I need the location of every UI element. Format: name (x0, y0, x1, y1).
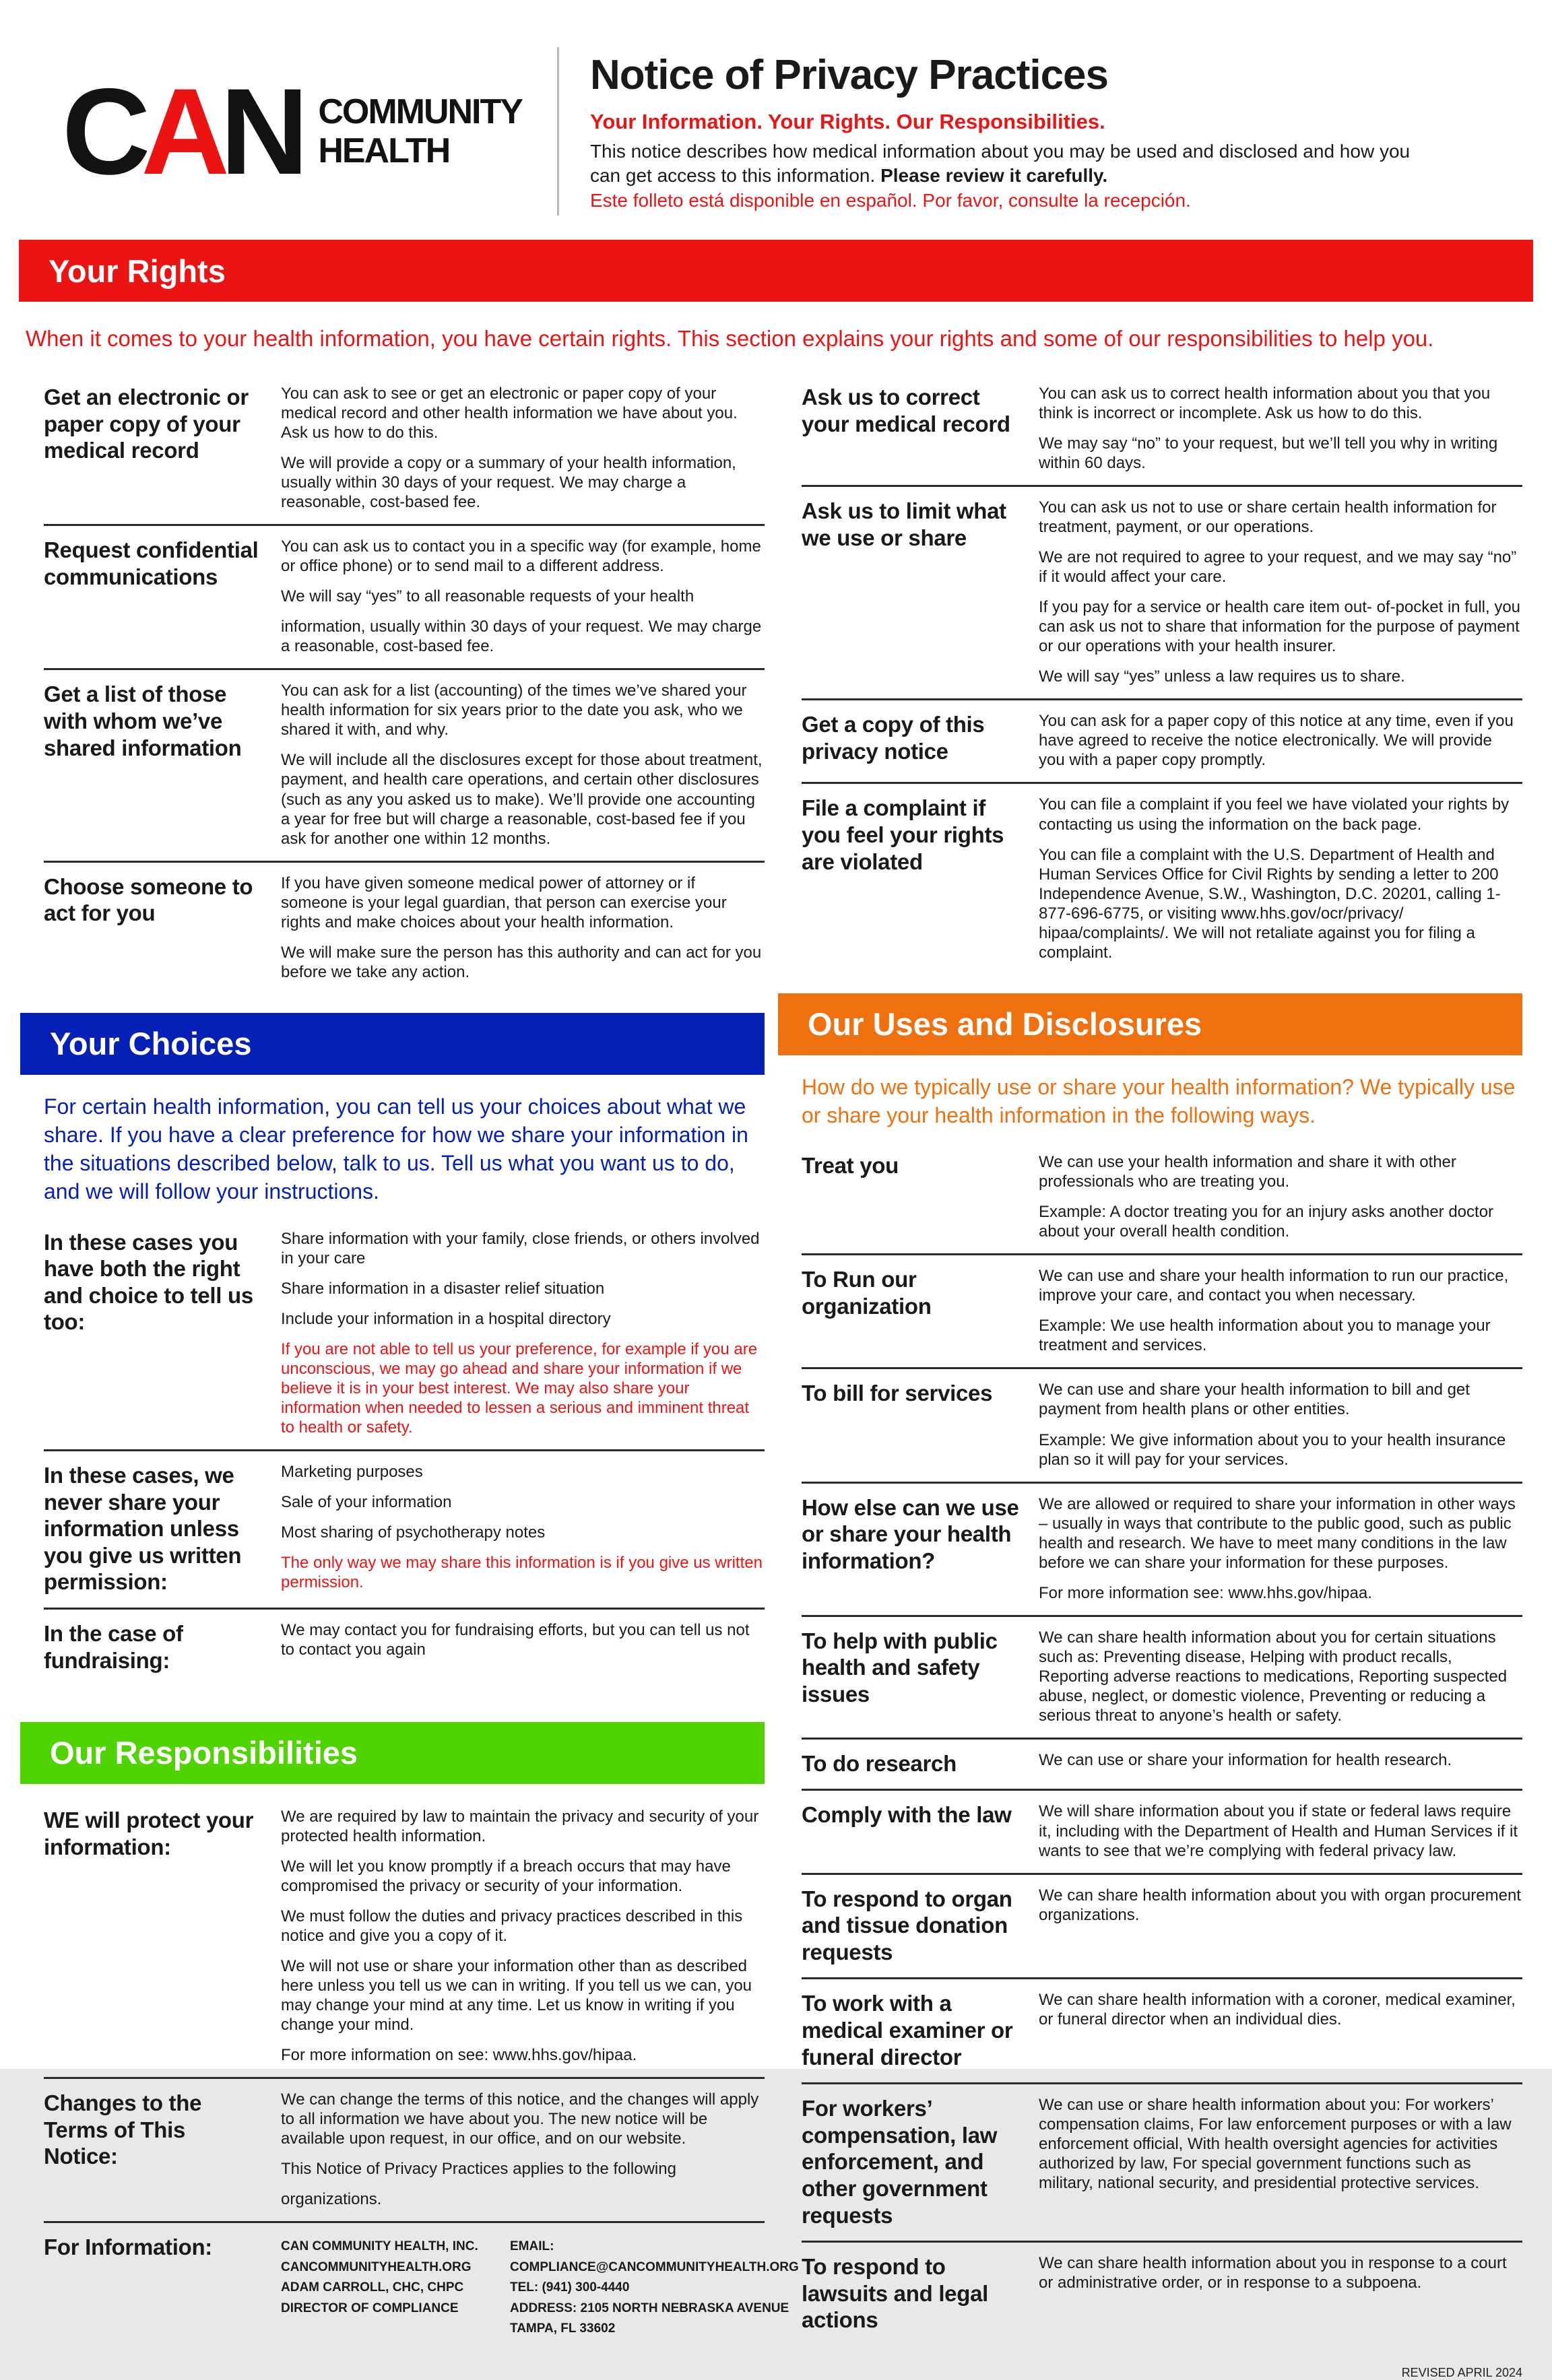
notice-row (802, 1789, 1522, 1872)
definition-paragraph: We can use and share your health information to bill and get payment from health plans or other entities. (1039, 1381, 1470, 1419)
row-term: Changes to the Terms of This Notice: (44, 2090, 202, 2169)
definition-paragraph: This Notice of Privacy Practices applies to the following (281, 2160, 676, 2179)
row-definition (1039, 498, 1522, 686)
row-definition (1039, 1801, 1522, 1860)
content-columns (0, 383, 1552, 2380)
definition-paragraph: We will not use or share your information other than as described here unless you tell us we can in writing. If you tell us we can, you may change your mind at any time. Let us know in writing if you change your mind. (281, 1957, 752, 2035)
row-term: How else can we use or share your health information? (802, 1494, 1019, 1573)
row-term: Get a list of those with whom we’ve shared information (44, 682, 242, 760)
row-term: In the case of fundraising: (44, 1620, 183, 1673)
notice-row (802, 1253, 1522, 1367)
row-term: In these cases you have both the right and choice to tell us too: (44, 1229, 253, 1335)
header-divider-line (557, 47, 559, 216)
notice-row (802, 1482, 1522, 1615)
your-rights-intro: When it comes to your health information, you have certain rights. This section explains your rights and some of our responsibilities to help you. (26, 326, 1434, 351)
definition-paragraph: Example: We give information about you to your health insurance plan so it will pay for your services. (1039, 1430, 1506, 1469)
definition-paragraph: You can file a complaint if you feel we have violated your rights by contacting us using the information on the back page. (1039, 795, 1510, 834)
row-definition (281, 537, 765, 656)
row-term: To help with public health and safety issues (802, 1628, 998, 1707)
definition-paragraph: Sale of your information (281, 1493, 452, 1511)
definition-paragraph: We are required by law to maintain the privacy and security of your protected health information. (281, 1807, 759, 1845)
notice-row (802, 2082, 1522, 2241)
uses-intro: How do we typically use or share your health information? We typically use or share your health information in the following ways. (802, 1074, 1516, 1127)
can-logo-letters (62, 62, 300, 200)
logo-letter-a: A (141, 62, 220, 200)
contact-line: ADAM CARROLL, CHC, CHPC (281, 2280, 464, 2295)
document-subtitle: Your Information. Your Rights. Our Responsibilities. (589, 109, 1105, 133)
page-title: Notice of Privacy Practices (589, 51, 1109, 98)
contact-details (510, 2237, 799, 2339)
definition-paragraph: We will share information about you if state or federal laws require it, including with the Department of Health and Human Services if it wants to see that we’re complying with federal privacy law. (1039, 1802, 1518, 1860)
row-definition (1039, 1628, 1522, 1725)
row-term: File a complaint if you feel your rights are violated (802, 795, 1004, 874)
notice-row (802, 1367, 1522, 1481)
definition-paragraph: We can share health information with a coroner, medical examiner, or funeral director when an individual dies. (1039, 1991, 1516, 2029)
row-definition (1039, 711, 1522, 770)
definition-paragraph: We must follow the duties and privacy practices described in this notice and give you a copy of it. (281, 1907, 743, 1946)
document-header (0, 0, 1552, 240)
title-block (590, 51, 1412, 212)
spanish-notice-text: Este folleto está disponible en español. Por favor, consulte la recepción. (589, 190, 1191, 211)
definition-paragraph: We will say “yes” to all reasonable requests of your health (281, 587, 694, 606)
definition-paragraph: We can use your health information and share it with other professionals who are treating you. (1039, 1153, 1456, 1191)
logo-letter-n: N (220, 62, 300, 200)
definition-paragraph: We can change the terms of this notice, and the changes will apply to all information we have about you. The new notice will be available upon request, in our office, and on our website. (281, 2090, 759, 2148)
row-definition (1039, 2253, 1522, 2334)
revised-date-label: REVISED APRIL 2024 (1401, 2365, 1522, 2379)
row-term: Ask us to correct your medical record (802, 385, 1010, 436)
row-definition (281, 2234, 799, 2339)
logo-word-community: COMMUNITY (318, 92, 522, 131)
row-definition (281, 1807, 765, 2065)
definition-paragraph: The only way we may share this information is if you give us written permission. (281, 1554, 763, 1592)
row-definition (281, 1462, 765, 1595)
contact-line: CANCOMMUNITYHEALTH.ORG (281, 2259, 472, 2274)
contact-line: DIRECTOR OF COMPLIANCE (281, 2301, 459, 2315)
row-term: Get an electronic or paper copy of your medical record (44, 385, 249, 463)
definition-paragraph: You can ask to see or get an electronic or paper copy of your medical record and other health information we have about you. Ask us how to do this. (281, 385, 738, 442)
row-definition (281, 681, 765, 848)
definition-paragraph: Share information in a disaster relief situation (281, 1279, 605, 1298)
definition-paragraph: We can share health information about you with organ procurement organizations. (1039, 1886, 1521, 1924)
left-column (44, 383, 799, 2351)
row-definition (1039, 2095, 1522, 2228)
definition-paragraph: We can share health information about you in response to a court or administrative order, or in response to a subpoena. (1039, 2254, 1507, 2292)
definition-paragraph: We will let you know promptly if a breach occurs that may have compromised the privacy or security of your information. (281, 1857, 731, 1896)
definition-paragraph: We can use and share your health information to run our practice, improve your care, and contact you when necessary. (1039, 1267, 1509, 1305)
row-term: Choose someone to act for you (44, 873, 253, 926)
row-definition (281, 2090, 765, 2209)
definition-paragraph: We may say “no” to your request, but we’ll tell you why in writing within 60 days. (1039, 434, 1498, 473)
row-term: To work with a medical examiner or funeral director (802, 1991, 1013, 2070)
notice-row (44, 2221, 799, 2351)
contact-line: EMAIL: COMPLIANCE@CANCOMMUNITYHEALTH.ORG (510, 2239, 799, 2274)
definition-paragraph: Most sharing of psychotherapy notes (281, 1523, 546, 1542)
row-term: To Run our organization (802, 1267, 932, 1319)
definition-paragraph: We can use or share your information for health research. (1039, 1750, 1452, 1769)
row-term: For workers’ compensation, law enforcement, and other government requests (802, 2096, 998, 2228)
description-text: This notice describes how medical information about you may be used and disclosed and how you can get access to this information. (589, 140, 1411, 186)
notice-row (802, 1151, 1522, 1253)
row-definition (1039, 384, 1522, 473)
notice-row (802, 1615, 1522, 1738)
row-definition (1039, 1494, 1522, 1603)
right-column (802, 383, 1522, 2380)
row-definition (1039, 1380, 1522, 1469)
notice-row (44, 1449, 765, 1608)
definition-paragraph: You can ask us to contact you in a specific way (for example, home or office phone) or to send mail to a different address. (281, 537, 761, 576)
notice-row (802, 782, 1522, 974)
definition-paragraph: If you are not able to tell us your preference, for example if you are unconscious, we may go ahead and share your information if we believe it is in your best interest. We may also share your information when needed to lessen a serious and imminent threat to health or safety. (281, 1340, 758, 1436)
row-definition (281, 384, 765, 512)
row-definition (1039, 1750, 1522, 1777)
your-choices-banner: Your Choices (20, 1013, 765, 1075)
definition-paragraph: We are not required to agree to your request, and we may say “no” if it would affect your care. (1039, 548, 1517, 587)
rights-right-rows (802, 383, 1522, 974)
definition-paragraph: For more information see: www.hhs.gov/hipaa. (1039, 1583, 1372, 1602)
definition-paragraph: If you have given someone medical power of attorney or if someone is your legal guardian, that person can exercise your rights and make choices about your health information. (281, 873, 727, 931)
our-responsibilities-banner: Our Responsibilities (20, 1722, 765, 1784)
row-definition (1039, 1152, 1522, 1241)
definition-paragraph: If you pay for a service or health care item out- of-pocket in full, you can ask us not to share that information for the purpose of payment or our operations with your health insurer. (1039, 598, 1521, 656)
row-term: In these cases, we never share your information unless you give us written permission: (44, 1462, 242, 1595)
row-definition (1039, 1266, 1522, 1355)
definition-paragraph: organizations. (281, 2190, 382, 2209)
row-definition (281, 1620, 765, 1690)
definition-paragraph: We may contact you for fundraising efforts, but you can tell us not to contact you again (281, 1620, 750, 1659)
definition-paragraph: You can ask for a list (accounting) of the times we’ve shared your health information for six years prior to the date you ask, who we shared it with, and why. (281, 682, 747, 739)
rights-left-rows (44, 383, 765, 994)
row-definition (281, 873, 765, 982)
notice-row (44, 861, 765, 994)
contact-organization (281, 2237, 483, 2339)
row-term: Ask us to limit what we use or share (802, 498, 1006, 550)
notice-row (802, 485, 1522, 698)
notice-row (802, 1738, 1522, 1789)
notice-row (44, 1608, 765, 1702)
review-carefully-text: Please review it carefully. (880, 164, 1108, 186)
can-community-health-logo (62, 62, 522, 200)
notice-row (44, 1228, 765, 1449)
row-term: Get a copy of this privacy notice (802, 712, 985, 764)
definition-paragraph: We can share health information about you for certain situations such as: Preventing disease, Helping with product recalls, Reporting adverse reactions to medications, Reporting suspected abuse, neglect, or domestic violence, Preventing or reducing a serious threat to anyone’s health or safety. (1039, 1628, 1508, 1725)
uses-rows (802, 1151, 1522, 2346)
notice-row (44, 668, 765, 860)
notice-row (802, 1977, 1522, 2082)
definition-paragraph: Example: A doctor treating you for an injury asks another doctor about your overall health condition. (1039, 1203, 1494, 1241)
notice-row (802, 2241, 1522, 2346)
notice-row (44, 1806, 765, 2077)
row-term: Treat you (802, 1153, 899, 1179)
definition-paragraph: information, usually within 30 days of your request. We may charge a reasonable, cost-based fee. (281, 618, 762, 656)
notice-row (802, 698, 1522, 782)
definition-paragraph: For more information on see: www.hhs.gov/hipaa. (281, 2046, 637, 2065)
definition-paragraph: You can ask us not to use or share certain health information for treatment, payment, or our operations. (1039, 498, 1497, 537)
notice-row (802, 1873, 1522, 1978)
definition-paragraph: Include your information in a hospital directory (281, 1309, 611, 1328)
row-term: For Information: (44, 2235, 212, 2260)
notice-row (44, 524, 765, 668)
row-term: To respond to organ and tissue donation requests (802, 1886, 1012, 1964)
row-definition (281, 1229, 765, 1437)
definition-paragraph: We can use or share health information about you: For workers’ compensation claims, For law enforcement purposes or with a law enforcement official, With health oversight agencies for activities authorized by law, For special government functions such as military, national security, and presidential protective services. (1039, 2096, 1512, 2193)
definition-paragraph: We will make sure the person has this authority and can act for you before we take any action. (281, 943, 762, 981)
choices-rows (44, 1228, 765, 1702)
your-rights-banner: Your Rights (19, 240, 1533, 302)
definition-paragraph: You can ask us to correct health information about you that you think is incorrect or incomplete. Ask us how to do this. (1039, 385, 1491, 423)
definition-paragraph: Example: We use health information about you to manage your treatment and services. (1039, 1317, 1491, 1355)
row-term: Comply with the law (802, 1802, 1012, 1828)
row-definition (1039, 1886, 1522, 1966)
definition-paragraph: We are allowed or required to share your information in other ways – usually in ways that contribute to the public good, such as public health and research. We have to meet many conditions in the law before we can share your information for these purposes. (1039, 1494, 1516, 1572)
definition-paragraph: We will provide a copy or a summary of your health information, usually within 30 days of your request. We may charge a reasonable, cost-based fee. (281, 454, 736, 512)
definition-paragraph: We will say “yes” unless a law requires us to share. (1039, 667, 1405, 686)
responsibilities-rows (44, 1806, 799, 2351)
definition-paragraph: Share information with your family, close friends, or others involved in your care (281, 1229, 760, 1267)
uses-and-disclosures-banner: Our Uses and Disclosures (778, 993, 1522, 1055)
row-term: To bill for services (802, 1381, 993, 1406)
definition-paragraph: You can ask for a paper copy of this notice at any time, even if you have agreed to receive the notice electronically. We will provide you with a paper copy promptly. (1039, 712, 1514, 770)
definition-paragraph: Marketing purposes (281, 1462, 423, 1481)
contact-line: ADDRESS: 2105 NORTH NEBRASKA AVENUE (510, 2301, 789, 2315)
row-term: Request confidential communications (44, 537, 259, 589)
row-term: WE will protect your information: (44, 1807, 254, 1859)
your-choices-intro: For certain health information, you can tell us your choices about what we share. If you have a clear preference for how we share your information in the situations described below, talk to us. Tell us what you want us to do, and we will follow your instructions. (44, 1094, 748, 1204)
logo-word-health: HEALTH (318, 131, 450, 170)
logo-letter-c: C (62, 62, 141, 200)
document-description (590, 139, 1412, 188)
notice-row (44, 2077, 765, 2221)
logo-wordmark (318, 92, 522, 170)
row-term: To respond to lawsuits and legal actions (802, 2254, 989, 2333)
row-definition (1039, 795, 1522, 962)
notice-row (802, 383, 1522, 485)
contact-line: CAN COMMUNITY HEALTH, INC. (281, 2239, 478, 2254)
notice-row (44, 383, 765, 524)
contact-line: TAMPA, FL 33602 (510, 2321, 616, 2336)
contact-line: TEL: (941) 300-4440 (510, 2280, 630, 2295)
definition-paragraph: We will include all the disclosures except for those about treatment, payment, and health care operations, and certain other disclosures (such as any you asked us to make). We’ll provide one accounting a year for free but will charge a reasonable, cost-based fee if you ask for another one within 12 months. (281, 751, 763, 848)
row-term: To do research (802, 1750, 957, 1776)
row-definition (1039, 1990, 1522, 2070)
definition-paragraph: You can file a complaint with the U.S. Department of Health and Human Services Office for Civil Rights by sending a letter to 200 Independence Avenue, S.W., Washington, D.C. 20201, calling 1-877-696-6775, or visiting www.hhs.gov/ocr/privacy/ hipaa/complaints/. We will not retaliate against you for filing a complaint. (1039, 845, 1501, 962)
